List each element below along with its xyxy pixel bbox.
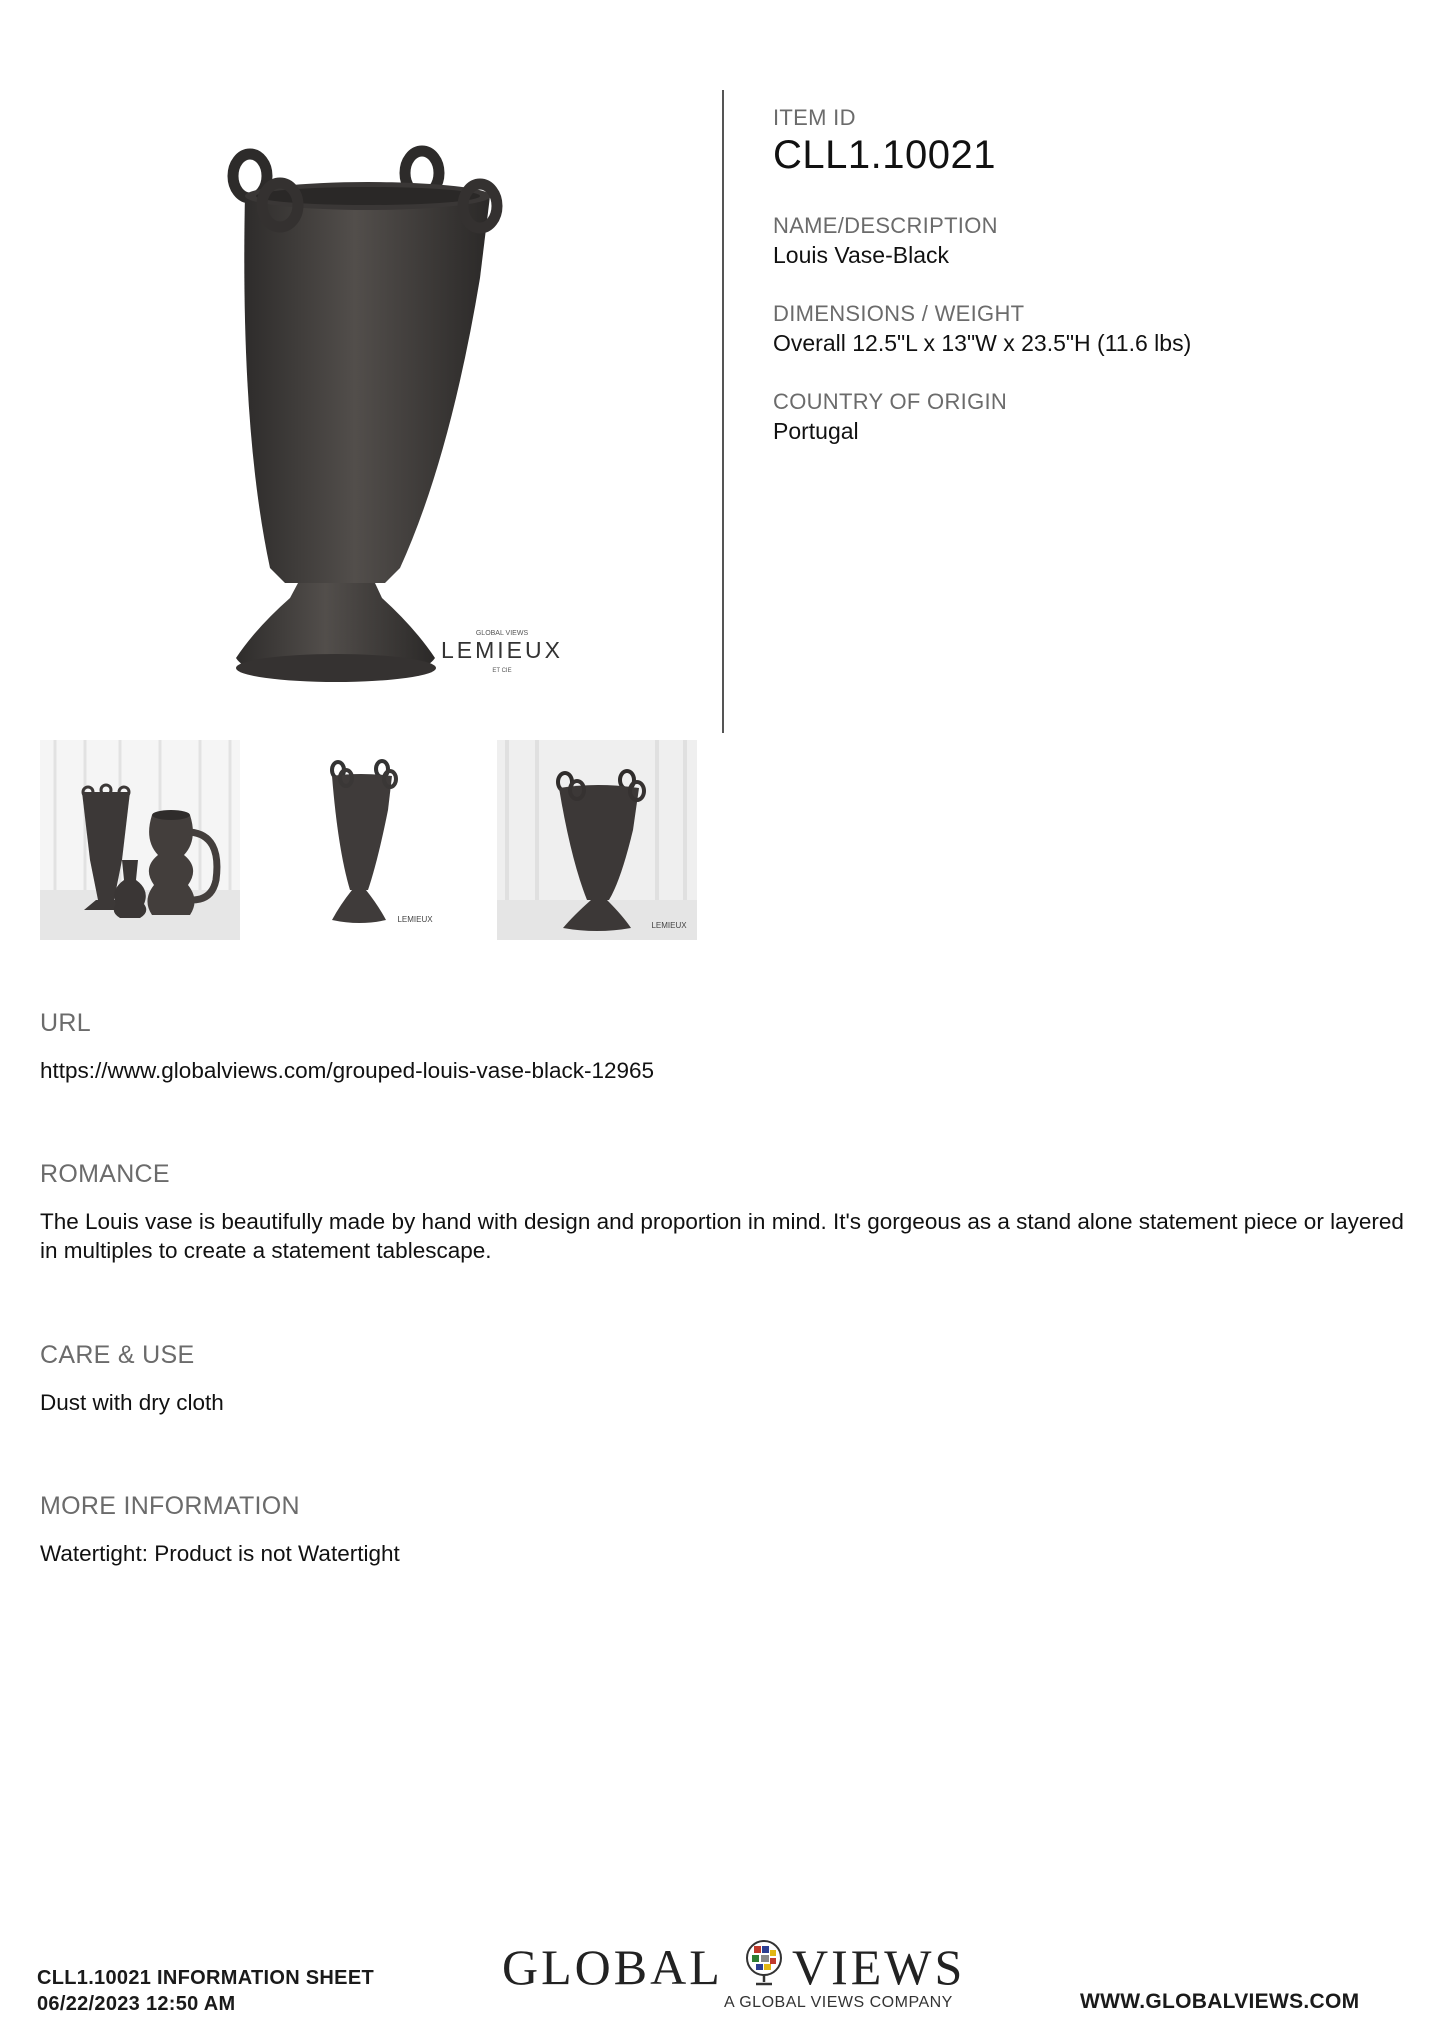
column-divider <box>722 90 724 733</box>
more-info-text: Watertight: Product is not Watertight <box>40 1541 400 1566</box>
product-origin: Portugal <box>773 418 859 444</box>
romance-text: The Louis vase is beautifully made by hand with design and proportion in mind. It's gorgeous as a stand alone statement piece or layered in multiples to create a statement tablescape. <box>40 1209 1404 1263</box>
more-info-section-title: MORE INFORMATION <box>40 1492 300 1520</box>
origin-label: COUNTRY OF ORIGIN <box>773 389 1008 414</box>
product-name: Louis Vase-Black <box>773 242 949 268</box>
care-section-title: CARE & USE <box>40 1341 195 1369</box>
thumbnail-logo: LEMIEUX <box>651 921 687 930</box>
name-label: NAME/DESCRIPTION <box>773 213 998 238</box>
footer-timestamp: 06/22/2023 12:50 AM <box>37 1993 236 2015</box>
footer-sheet-info <box>37 1965 374 2017</box>
thumbnail-group-scene[interactable] <box>40 740 240 940</box>
lemieux-logo-small: GLOBAL VIEWS <box>475 630 529 637</box>
global-views-logo <box>502 1938 972 2018</box>
product-url-link[interactable]: https://www.globalviews.com/grouped-louis-vase-black-12965 <box>40 1058 655 1083</box>
thumbnail-logo: LEMIEUX <box>397 915 433 924</box>
product-dimensions: Overall 12.5"L x 13"W x 23.5"H (11.6 lbs) <box>773 330 1192 356</box>
dimensions-label: DIMENSIONS / WEIGHT <box>773 301 1025 326</box>
romance-section-title: ROMANCE <box>40 1160 170 1188</box>
care-text: Dust with dry cloth <box>40 1390 224 1415</box>
lemieux-logo: LEMIEUX <box>441 637 563 663</box>
globe-icon <box>742 1938 786 1990</box>
thumbnail-vase-front[interactable] <box>260 740 460 940</box>
main-product-image <box>150 128 710 718</box>
footer-sheet-title: CLL1.10021 INFORMATION SHEET <box>37 1967 374 1989</box>
url-section-title: URL <box>40 1009 91 1037</box>
brand-word-views: VIEWS <box>792 1939 966 1995</box>
lemieux-logo-sub: ET CIE <box>492 668 512 674</box>
brand-tagline: A GLOBAL VIEWS COMPANY <box>724 1994 953 2011</box>
item-id: CLL1.10021 <box>773 133 996 177</box>
footer-website[interactable]: WWW.GLOBALVIEWS.COM <box>1080 1990 1360 2013</box>
brand-word-global: GLOBAL <box>502 1939 723 1995</box>
item-id-label: ITEM ID <box>773 105 856 130</box>
thumbnail-vase-scene[interactable] <box>497 740 697 940</box>
